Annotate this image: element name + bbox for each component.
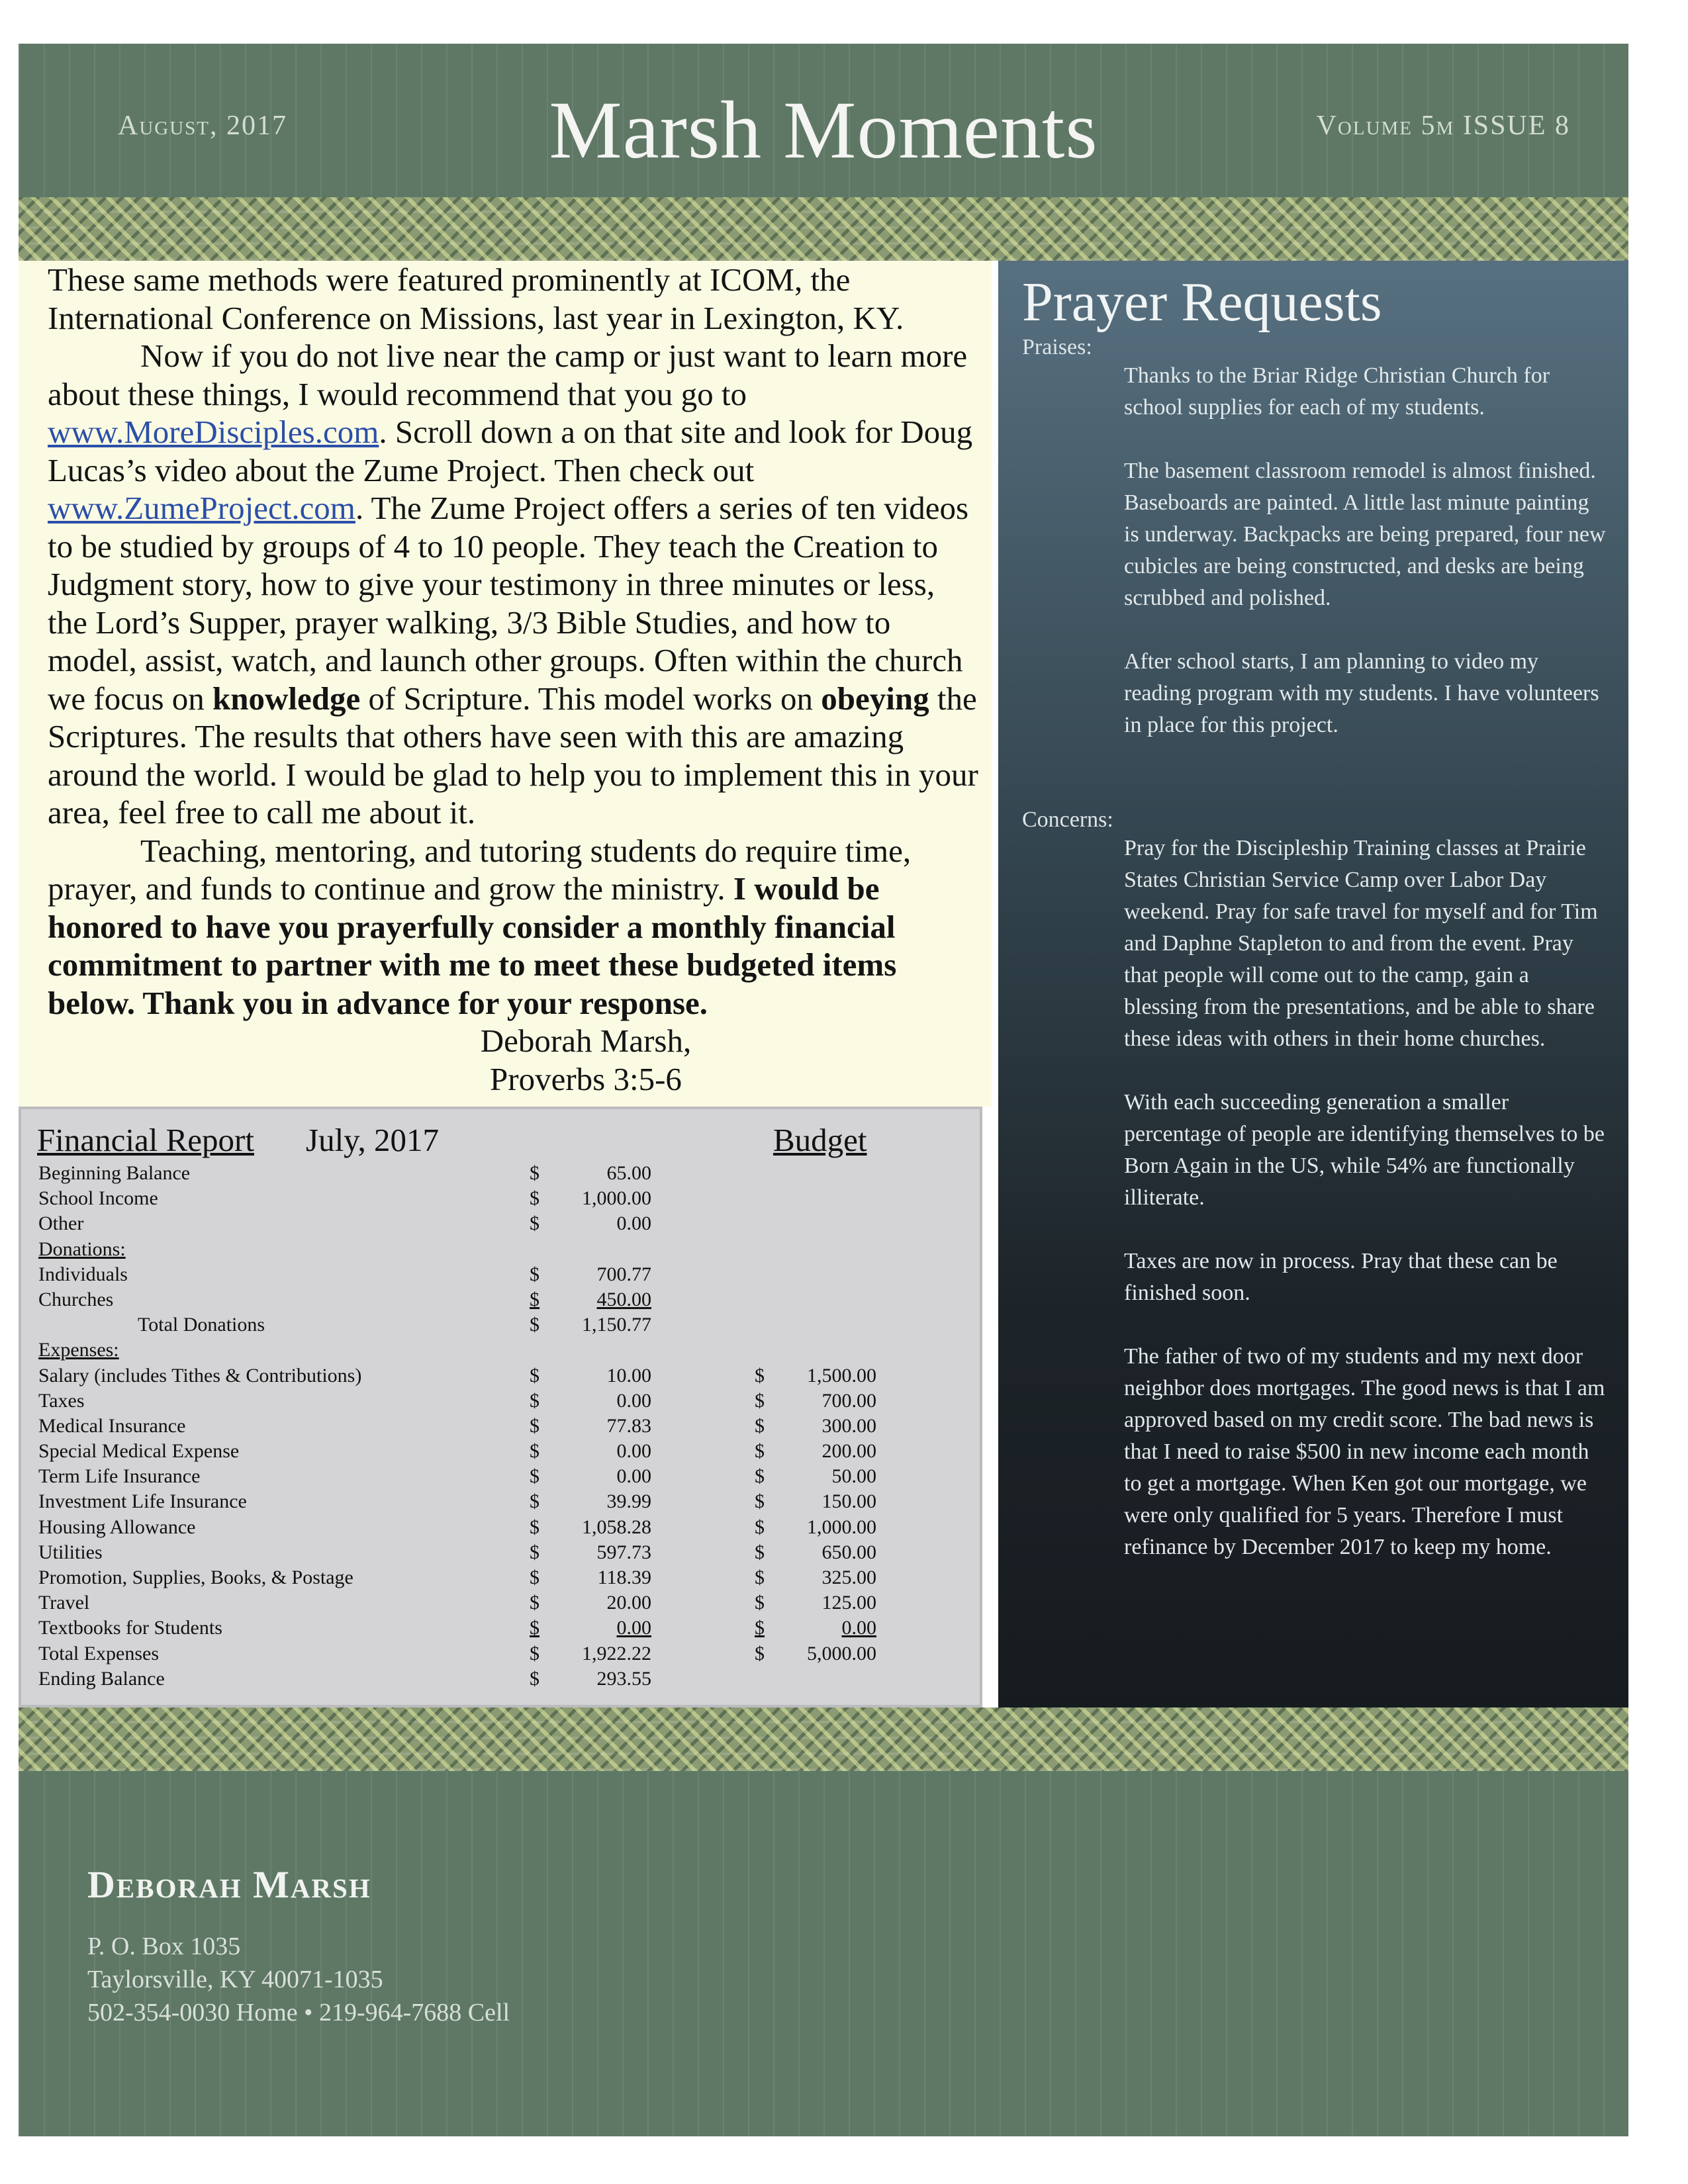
link-more-disciples[interactable]: www.MoreDisciples.com	[48, 414, 379, 450]
actual-amount: 1,058.28	[582, 1516, 651, 1538]
dollar-sign: $	[755, 1414, 765, 1437]
budget-amount: 300.00	[821, 1414, 876, 1437]
praise-item: After school starts, I am planning to video my reading program with my students. I have volunteers in place for this project.	[1124, 649, 1599, 737]
table-row	[21, 1186, 980, 1211]
concern-item: Pray for the Discipleship Training classes at Prairie States Christian Service Camp over Labor Day weekend. Pray for safe travel for myself and for Tim and Daphne Stapleton to and from the event. Pray that people will come out to the camp, gain a blessing from the presentations, and be able to share these ideas with others in their home churches.	[1124, 836, 1598, 1051]
dollar-sign: $	[755, 1389, 765, 1412]
actual-amount: 1,150.77	[582, 1314, 651, 1336]
actual-amount: 1,000.00	[582, 1187, 651, 1210]
table-row	[21, 1237, 980, 1262]
row-label: Special Medical Expense	[38, 1440, 240, 1463]
concern-item: Taxes are now in process. Pray that these can be finished soon.	[1124, 1249, 1558, 1305]
dollar-sign: $	[530, 1567, 539, 1588]
table-row	[21, 1615, 980, 1641]
actual-amount: 700.77	[596, 1263, 651, 1285]
budget-amount: 150.00	[821, 1490, 876, 1513]
actual-amount: 65.00	[606, 1162, 651, 1184]
financial-report-title: Financial Report	[37, 1122, 254, 1158]
article-text: Teaching, mentoring, and tutoring students do require time, prayer, and funds to continue and grow the ministry.	[48, 832, 912, 907]
praise-item: The basement classroom remodel is almost finished. Baseboards are painted. A little last minute painting is underway. Backpacks are being prepared, four new cubicles are being constructed, and desks are being scrubbed and polished.	[1124, 459, 1606, 610]
concern-item: The father of two of my students and my next door neighbor does mortgages. The good news is that I am approved based on my credit score. The bad news is that I need to raise $500 in new income each month to get a mortgage. When Ken got our mortgage, we were only qualified for 5 years. Therefore I must refinance by December 2017 to keep my home.	[1124, 1344, 1605, 1559]
row-label: Taxes	[38, 1389, 85, 1412]
dollar-sign: $	[530, 1162, 539, 1184]
issue-date: August, 2017	[118, 111, 288, 141]
prayer-requests-title: Prayer Requests	[1022, 271, 1382, 333]
concern-item: With each succeeding generation a smaller percentage of people are identifying themselves to be Born Again in the US, while 54% are functionally illiterate.	[1124, 1090, 1605, 1210]
actual-amount: 1,922.22	[582, 1642, 651, 1664]
praise-item: Thanks to the Briar Ridge Christian Church for school supplies for each of my students.	[1124, 363, 1550, 420]
row-label: Total Donations	[138, 1314, 265, 1336]
row-label: Individuals	[38, 1263, 128, 1285]
signature-verse: Proverbs 3:5-6	[490, 1060, 682, 1097]
newsletter-header	[19, 44, 1628, 197]
dollar-sign: $	[530, 1490, 539, 1513]
dollar-sign: $	[530, 1541, 539, 1563]
row-label: Promotion, Supplies, Books, & Postage	[38, 1567, 353, 1588]
emphasis-obeying: obeying	[821, 680, 929, 717]
table-row	[21, 1515, 980, 1540]
dollar-sign: $	[530, 1642, 539, 1664]
row-label: Beginning Balance	[38, 1162, 191, 1184]
newsletter-footer	[19, 1771, 1628, 2136]
actual-amount: 293.55	[596, 1667, 651, 1690]
row-label: Utilities	[38, 1541, 103, 1563]
table-row	[21, 1312, 980, 1338]
section-label-donations: Donations:	[38, 1238, 126, 1260]
decorative-band-top	[19, 197, 1628, 261]
financial-appeal: I would be honored to have you prayerfully consider a monthly financial commitment to partner with me to meet these budgeted items below. Thank you in advance for your response.	[48, 870, 897, 1021]
financial-report	[19, 1107, 982, 1707]
table-row	[21, 1464, 980, 1489]
dollar-sign: $	[530, 1364, 539, 1387]
actual-amount: 0.00	[616, 1617, 651, 1639]
dollar-sign: $	[755, 1541, 765, 1563]
table-row	[21, 1439, 980, 1464]
row-label: Salary (includes Tithes & Contributions)	[38, 1364, 362, 1387]
budget-amount: 5,000.00	[807, 1642, 876, 1664]
po-box: P. O. Box 1035	[87, 1933, 241, 1960]
dollar-sign: $	[530, 1288, 539, 1310]
row-label: Other	[38, 1212, 84, 1235]
article-paragraph-1: These same methods were featured prominently at ICOM, the International Conference on Missions, last year in Lexington, KY.	[48, 261, 904, 336]
table-row	[21, 1540, 980, 1565]
row-label: School Income	[38, 1187, 158, 1210]
dollar-sign: $	[530, 1516, 539, 1538]
praises-list	[1124, 360, 1607, 773]
financial-rows	[21, 1161, 980, 1692]
dollar-sign: $	[530, 1592, 539, 1614]
actual-amount: 0.00	[616, 1389, 651, 1412]
row-label: Housing Allowance	[38, 1516, 196, 1538]
dollar-sign: $	[755, 1642, 765, 1664]
dollar-sign: $	[755, 1490, 765, 1513]
praises-label: Praises:	[1022, 335, 1092, 359]
actual-amount: 0.00	[616, 1440, 651, 1463]
issue-volume: Volume 5m ISSUE 8	[1316, 111, 1570, 141]
dollar-sign: $	[530, 1389, 539, 1412]
article-text: . Scroll down a on that site and look for Doug Lucas’s video about the Zume Project. Then check out	[48, 414, 973, 488]
article-text: Now if you do not live near the camp or just want to learn more about these things, I would recommend that you go to	[48, 338, 968, 412]
dollar-sign: $	[530, 1465, 539, 1488]
dollar-sign: $	[530, 1667, 539, 1690]
budget-column-header: Budget	[773, 1122, 867, 1158]
city-state-zip: Taylorsville, KY 40071-1035	[87, 1966, 383, 1993]
budget-amount: 125.00	[821, 1592, 876, 1614]
table-row	[21, 1338, 980, 1363]
table-row	[21, 1211, 980, 1236]
phone-numbers: 502-354-0030 Home • 219-964-7688 Cell	[87, 1999, 510, 2026]
actual-amount: 10.00	[606, 1364, 651, 1387]
budget-amount: 650.00	[821, 1541, 876, 1563]
dollar-sign: $	[530, 1187, 539, 1210]
section-label-expenses: Expenses:	[38, 1339, 119, 1361]
article-text: of Scripture. This model works on	[360, 680, 821, 717]
table-row	[21, 1565, 980, 1590]
dollar-sign: $	[755, 1592, 765, 1614]
concerns-list	[1124, 833, 1607, 1595]
article-paragraph-2	[48, 337, 978, 832]
dollar-sign: $	[755, 1567, 765, 1588]
actual-amount: 597.73	[596, 1541, 651, 1563]
table-row	[21, 1287, 980, 1312]
table-row	[21, 1414, 980, 1439]
row-label: Churches	[38, 1288, 114, 1310]
article-text: . The Zume Project offers a series of ten videos to be studied by groups of 4 to 10 people. They teach the Creation to Judgment story, how to give your testimony in three minutes or less, the Lord’s Supper, prayer walking, 3/3 Bible Studies, and how to model, assist, watch, and launch other groups. Often within the church we focus on	[48, 490, 969, 717]
table-row	[21, 1363, 980, 1388]
link-zume-project[interactable]: www.ZumeProject.com	[48, 490, 355, 526]
row-label: Total Expenses	[38, 1642, 160, 1664]
concerns-label: Concerns:	[1022, 807, 1113, 832]
financial-report-header	[21, 1121, 980, 1161]
dollar-sign: $	[530, 1617, 539, 1639]
article-paragraph-3	[48, 832, 978, 1023]
row-label: Ending Balance	[38, 1667, 165, 1690]
dollar-sign: $	[530, 1212, 539, 1235]
dollar-sign: $	[530, 1414, 539, 1437]
prayer-requests-panel	[998, 261, 1628, 1707]
dollar-sign: $	[755, 1440, 765, 1463]
dollar-sign: $	[755, 1516, 765, 1538]
budget-amount: 1,000.00	[807, 1516, 876, 1538]
dollar-sign: $	[755, 1617, 765, 1639]
article-body	[19, 261, 992, 1107]
financial-report-period: July, 2017	[306, 1122, 440, 1158]
table-row	[21, 1590, 980, 1615]
dollar-sign: $	[755, 1364, 765, 1387]
table-row	[21, 1388, 980, 1414]
table-row	[21, 1161, 980, 1186]
budget-amount: 1,500.00	[807, 1364, 876, 1387]
budget-amount: 325.00	[821, 1567, 876, 1588]
row-label: Term Life Insurance	[38, 1465, 201, 1488]
dollar-sign: $	[530, 1440, 539, 1463]
dollar-sign: $	[530, 1263, 539, 1285]
budget-amount: 700.00	[821, 1389, 876, 1412]
actual-amount: 0.00	[616, 1465, 651, 1488]
budget-amount: 0.00	[841, 1617, 876, 1639]
emphasis-knowledge: knowledge	[212, 680, 361, 717]
signature-name: Deborah Marsh,	[480, 1023, 692, 1059]
table-row	[21, 1666, 980, 1692]
decorative-band-bottom	[19, 1707, 1628, 1771]
row-label: Medical Insurance	[38, 1414, 186, 1437]
contact-address	[87, 1930, 510, 2029]
table-row	[21, 1641, 980, 1666]
dollar-sign: $	[530, 1314, 539, 1336]
budget-amount: 50.00	[831, 1465, 876, 1488]
author-name: Deborah Marsh	[87, 1863, 371, 1906]
actual-amount: 20.00	[606, 1592, 651, 1614]
actual-amount: 39.99	[606, 1490, 651, 1513]
actual-amount: 118.39	[597, 1567, 651, 1588]
article-text: the Scriptures. The results that others have seen with this are amazing around the world. I would be glad to help you to implement this in your area, feel free to call me about it.	[48, 680, 978, 831]
dollar-sign: $	[755, 1465, 765, 1488]
actual-amount: 450.00	[596, 1288, 651, 1310]
actual-amount: 77.83	[606, 1414, 651, 1437]
newsletter-title: Marsh Moments	[549, 85, 1098, 175]
row-label: Investment Life Insurance	[38, 1490, 247, 1513]
budget-amount: 200.00	[821, 1440, 876, 1463]
table-row	[21, 1262, 980, 1287]
row-label: Textbooks for Students	[38, 1617, 222, 1639]
table-row	[21, 1489, 980, 1514]
row-label: Travel	[38, 1592, 90, 1614]
actual-amount: 0.00	[616, 1212, 651, 1235]
